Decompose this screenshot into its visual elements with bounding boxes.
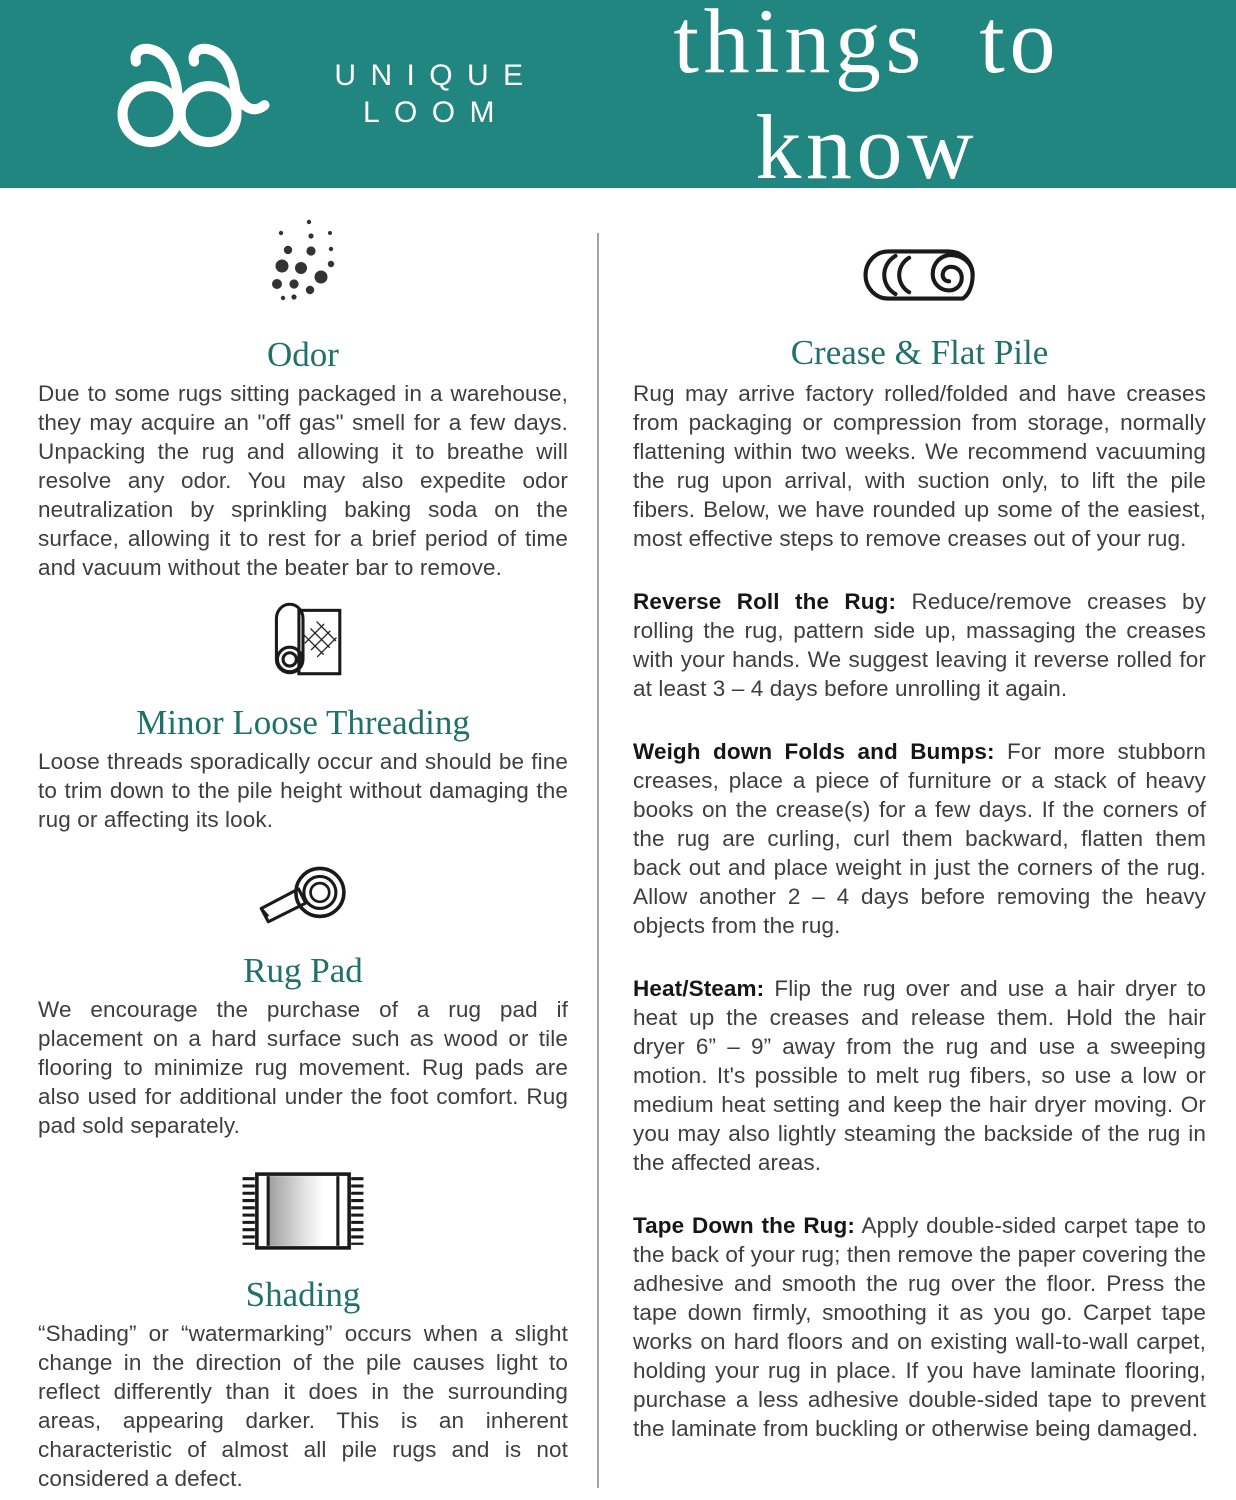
left-column — [38, 188, 568, 1493]
odor-dots-icon — [257, 208, 349, 308]
brand-block — [108, 35, 537, 153]
header-banner — [0, 0, 1236, 198]
tip-reverse-roll — [633, 587, 1206, 703]
tip-weigh-down — [633, 737, 1206, 940]
tip-heat-steam-label: Heat/Steam: — [633, 976, 765, 1001]
tip-heat-steam — [633, 974, 1206, 1177]
tip-tape-down-body: Apply double-sided carpet tape to the back of your rug; then remove the paper covering the adhesive and smooth the rug over the floor. Press the tape down firmly, smoothing it as you go. Carpet tape works on hard floors and on existing wall-to-wall carpet, holding your rug in place. If you have laminate flooring, purchase a less adhesive double-sided tape to prevent the laminate from buckling or otherwise being damaged. — [633, 1213, 1206, 1441]
section-heading-shading: Shading — [245, 1275, 361, 1314]
brand-line-2: LOOM — [362, 96, 509, 129]
tip-weigh-down-label: Weigh down Folds and Bumps: — [633, 739, 995, 764]
section-heading-crease: Crease & Flat Pile — [790, 333, 1049, 372]
section-heading-rug-pad: Rug Pad — [243, 951, 363, 990]
column-divider — [597, 233, 599, 1488]
section-rug-pad — [38, 864, 568, 1140]
right-column — [633, 188, 1206, 1443]
rolled-rug-spiral-icon — [861, 246, 979, 304]
section-loose-threading — [38, 594, 568, 834]
section-shading — [38, 1170, 568, 1493]
section-body-odor: Due to some rugs sitting packaged in a warehouse, they may acquire an "off gas" smell for a few days. Unpacking the rug and allowing it to breathe will resolve any odor. You may also expedite odor neutralization by sprinkling baking soda on the surface, allowing it to rest for a brief period of time and vacuum without the beater bar to remove. — [38, 381, 568, 580]
tip-reverse-roll-label: Reverse Roll the Rug: — [633, 589, 897, 614]
section-heading-loose-threading: Minor Loose Threading — [136, 703, 470, 742]
section-heading-odor: Odor — [267, 335, 339, 374]
brand-name — [320, 57, 537, 132]
section-body-shading: “Shading” or “watermarking” occurs when a slight change in the direction of the pile causes light to reflect differently than it does in the surrounding areas, appearing darker. This is an inherent characteristic of almost all pile rugs and is not considered a defect. — [38, 1321, 568, 1491]
tip-heat-steam-body: Flip the rug over and use a hair dryer to heat up the creases and release them. Hold the hair dryer 6” – 9” away from the rug and use a sweeping motion. It's possible to melt rug fibers, so use a low or medium heat setting and keep the hair dryer moving. Or you may also lightly steaming the backside of the rug in the affected areas. — [633, 976, 1206, 1175]
tip-reverse-roll-body: Reduce/remove creases by rolling the rug, pattern side up, massaging the creases with your hands. We suggest leaving it reverse rolled for at least 3 – 4 days before unrolling it again. — [633, 589, 1206, 701]
shaded-rug-icon — [236, 1170, 370, 1252]
section-body-rug-pad: We encourage the purchase of a rug pad if placement on a hard surface such as wood or tile flooring to minimize rug movement. Rug pads are also used for additional under the foot comfort. Rug pad sold separately. — [38, 997, 568, 1138]
unique-loom-logo-icon — [108, 35, 298, 153]
section-odor — [38, 208, 568, 582]
rug-pad-tape-roll-icon — [248, 864, 358, 928]
page-title: things to know — [673, 0, 1061, 198]
tip-weigh-down-body: For more stubborn creases, place a piece of furniture or a stack of heavy books on the crease(s) for a few days. If the corners of the rug are curling, curl them backward, flatten them back out and place weight in just the corners of the rug. Allow another 2 – 4 days before removing the heavy objects from the rug. — [633, 739, 1206, 938]
brand-line-1: UNIQUE — [334, 58, 538, 92]
rolled-rug-crosshatch-icon — [262, 594, 344, 686]
section-body-loose-threading: Loose threads sporadically occur and should be fine to trim down to the pile height without damaging the rug or affecting its look. — [38, 749, 568, 832]
content-area — [0, 188, 1236, 1500]
crease-intro-paragraph: Rug may arrive factory rolled/folded and have creases from packaging or compression from storage, normally flattening within two weeks. We recommend vacuuming the rug upon arrival, with suction only, to lift the pile fibers. Below, we have rounded up some of the easiest, most effective steps to remove creases out of your rug. — [633, 381, 1206, 551]
tip-tape-down — [633, 1211, 1206, 1443]
tip-tape-down-label: Tape Down the Rug: — [633, 1213, 855, 1238]
